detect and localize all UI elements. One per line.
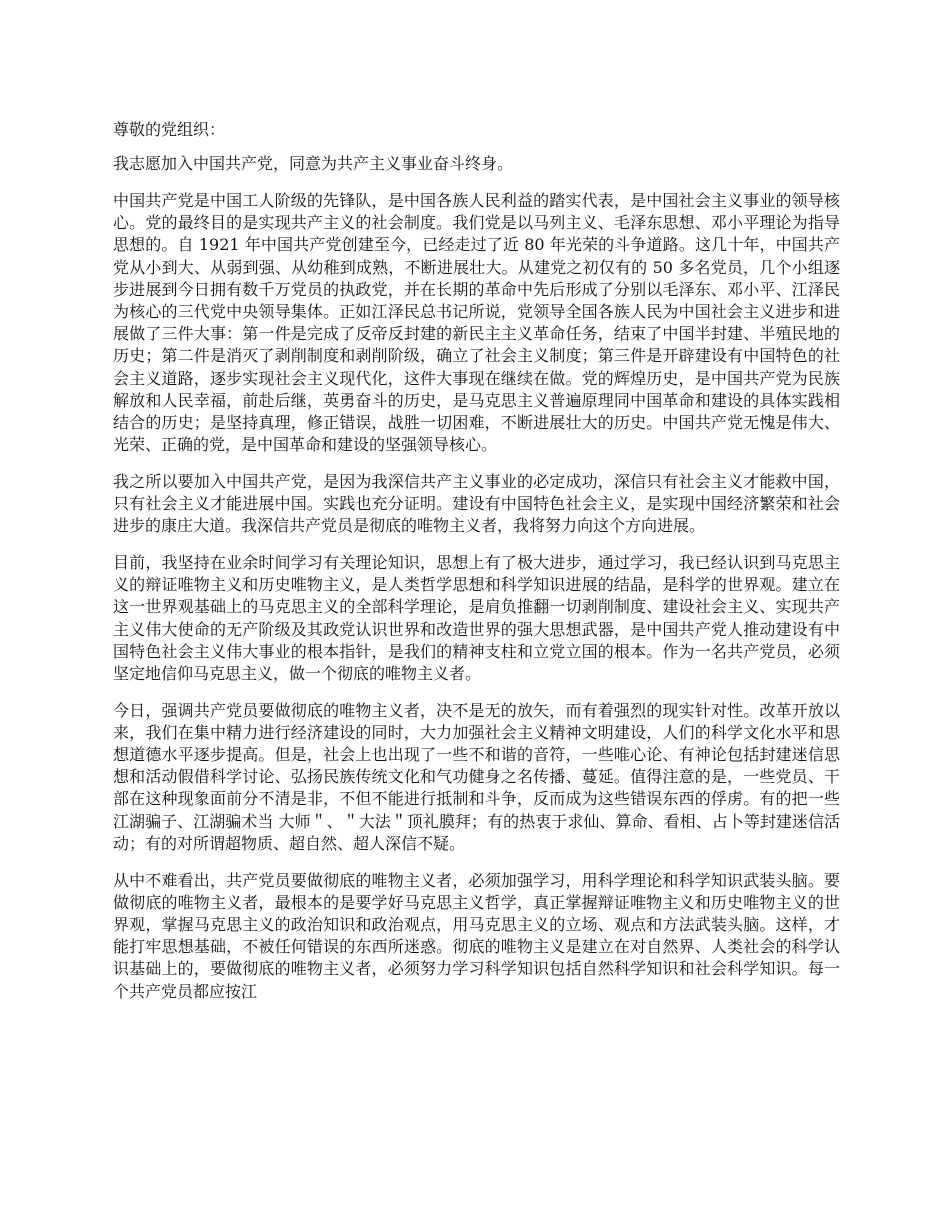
paragraph-party-history: 中国共产党是中国工人阶级的先锋队，是中国各族人民利益的踏实代表，是中国社会主义事业的领导核心。党的最终目的是实现共产主义的社会制度。我们党是以马列主义、毛泽东思想、邓小平理论为指导思想的。自 1921 年中国共产党创建至今，已经走过了近 80 年光荣的斗争道路。这几十年，中国共产党从小到大、从弱到强、从幼稚到成熟，不断进展壮大。从建党之初仅有的 50 多名党员，几个小组逐步进展到今日拥有数千万党员的执政党，并在长期的革命中先后形成了分别以毛泽东、邓小平、江泽民为核心的三代党中央领导集体。正如江泽民总书记所说，党领导全国各族人民为中国社会主义进步和进展做了三件大事：第一件是完成了反帝反封建的新民主主义革命任务，结束了中国半封建、半殖民地的历史；第二件是消灭了剥削制度和剥削阶级，确立了社会主义制度；第三件是开辟建设有中国特色的社会主义道路，逐步实现社会主义现代化，这件大事现在继续在做。党的辉煌历史，是中国共产党为民族解放和人民幸福，前赴后继，英勇奋斗的历史，是马克思主义普遍原理同中国革命和建设的具体实践相结合的历史；是坚持真理，修正错误，战胜一切困难，不断进展壮大的历史。中国共产党无愧是伟大、光荣、正确的党，是中国革命和建设的坚强领导核心。 [113,190,840,455]
paragraph-theory-study: 目前，我坚持在业余时间学习有关理论知识，思想上有了极大进步，通过学习，我已经认识到马克思主义的辩证唯物主义和历史唯物主义，是人类哲学思想和科学知识进展的结晶，是科学的世界观。建立在这一世界观基础上的马克思主义的全部科学理论，是肩负推翻一切剥削制度、建设社会主义、实现共产主义伟大使命的无产阶级及其政党认识世界和改造世界的强大思想武器，是中国共产党人推动建设有中国特色社会主义伟大事业的根本指针，是我们的精神支柱和立党立国的根本。作为一名共产党员，必须坚定地信仰马克思主义，做一个彻底的唯物主义者。 [113,552,840,683]
paragraph-strengthen-learning: 从中不难看出，共产党员要做彻底的唯物主义者，必须加强学习，用科学理论和科学知识武装头脑。要做彻底的唯物主义者，最根本的是要学好马克思主义哲学，真正掌握辩证唯物主义和历史唯物主义的世界观，掌握马克思主义的政治知识和政治观点，用马克思主义的立场、观点和方法武装头脑。这样，才能打牢思想基础，不被任何错误的东西所迷惑。彻底的唯物主义是建立在对自然界、人类社会的科学认识基础上的，要做彻底的唯物主义者，必须努力学习科学知识包括自然科学知识和社会科学知识。每一个共产党员都应按江 [113,870,840,1001]
letter-body [113,119,840,1017]
paragraph-current-relevance: 今日，强调共产党员要做彻底的唯物主义者，决不是无的放矢，而有着强烈的现实针对性。改革开放以来，我们在集中精力进行经济建设的同时，大力加强社会主义精神文明建设，人们的科学文化水平和思想道德水平逐步提高。但是，社会上也出现了一些不和谐的音符，一些唯心论、有神论包括封建迷信思想和活动假借科学讨论、弘扬民族传统文化和气功健身之名传播、蔓延。值得注意的是，一些党员、干部在这种现象面前分不清是非，不但不能进行抵制和斗争，反而成为这些错误东西的俘虏。有的把一些江湖骗子、江湖骗术当 大师＂、＂大法＂顶礼膜拜；有的热衷于求仙、算命、看相、占卜等封建迷信活动；有的对所谓超物质、超自然、超人深信不疑。 [113,700,840,853]
letter-salutation: 尊敬的党组织： [113,120,226,139]
paragraph-reason-for-joining: 我之所以要加入中国共产党，是因为我深信共产主义事业的必定成功，深信只有社会主义才能救中国，只有社会主义才能进展中国。实践也充分证明。建设有中国特色社会主义，是实现中国经济繁荣和社会进步的康庄大道。我深信共产党员是彻底的唯物主义者，我将努力向这个方向进展。 [113,471,840,536]
paragraph-pledge: 我志愿加入中国共产党，同意为共产主义事业奋斗终身。 [113,154,514,174]
